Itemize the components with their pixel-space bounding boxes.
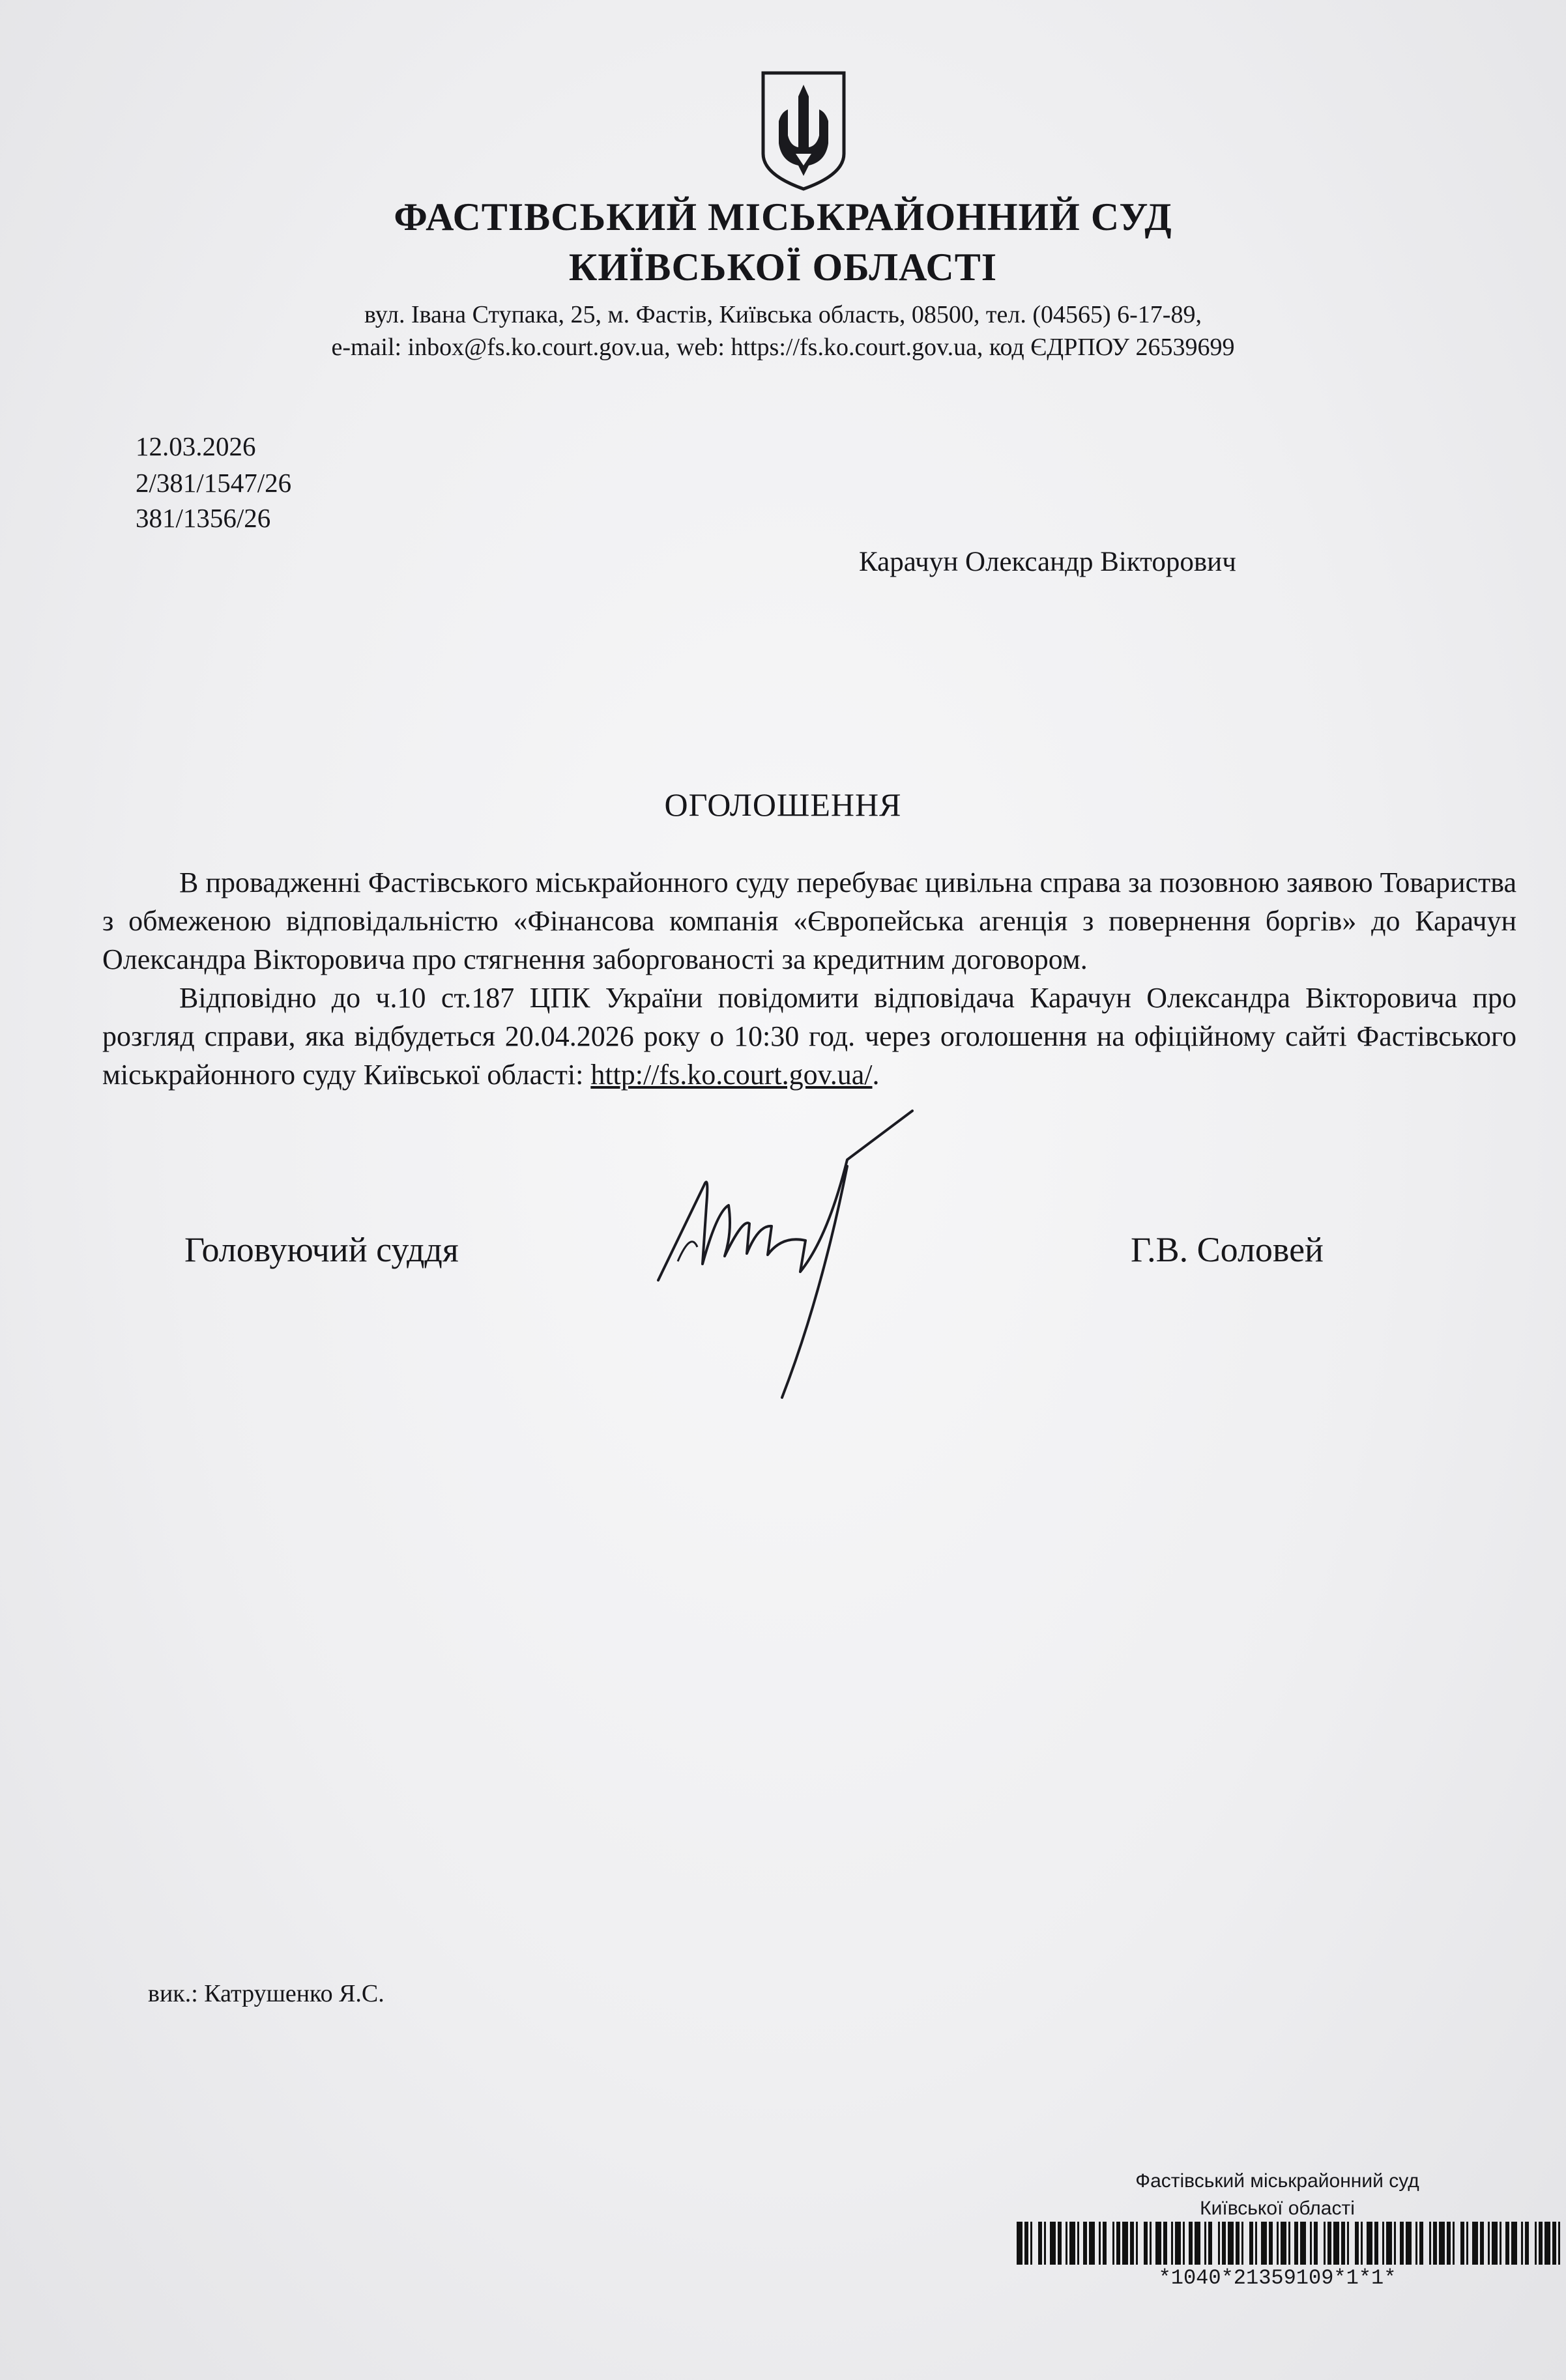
barcode-bar: [1439, 2222, 1445, 2265]
barcode-bar: [1535, 2222, 1537, 2265]
barcode-bar: [1228, 2222, 1234, 2265]
barcode-bar: [1310, 2222, 1312, 2265]
signature-position: Головуючий суддя: [184, 1230, 459, 1269]
barcode-bar: [1050, 2222, 1056, 2265]
barcode-bar: [1558, 2222, 1560, 2265]
body-paragraph-1: В провадженні Фастівського міськрайонного суду перебуває цивільна справа за позовною заявою Товариства з обмеженою відповідальністю «Фінансова компанія «Європейська агенція з повернення боргів» до Карачун Олександра Вікторовича про стягнення заборгованості за кредитним договором.: [102, 867, 1516, 975]
barcode-bar: [1314, 2222, 1318, 2265]
barcode-bar: [1069, 2222, 1075, 2265]
barcode-bar: [1386, 2222, 1392, 2265]
barcode-bar: [1255, 2222, 1257, 2265]
barcode-bar: [1333, 2222, 1339, 2265]
barcode-bar: [1300, 2222, 1306, 2265]
barcode-bar: [1525, 2222, 1529, 2265]
barcode-bar: [1544, 2222, 1550, 2265]
barcode-bar: [1241, 2222, 1243, 2265]
barcode-bar: [1341, 2222, 1345, 2265]
stamp-court-name: Фастівський міськрайонний суд: [1135, 2170, 1419, 2192]
stamp-region: Київської області: [1200, 2198, 1355, 2219]
barcode-bar: [1521, 2222, 1523, 2265]
barcode-bar: [1017, 2222, 1022, 2265]
barcode-bar: [1163, 2222, 1167, 2265]
barcode-bar: [1552, 2222, 1556, 2265]
body-paragraph-2-end: .: [872, 1059, 880, 1091]
addressee: Карачун Олександр Вікторович: [859, 547, 1236, 577]
barcode-bar: [1500, 2222, 1501, 2265]
barcode-bar: [1066, 2222, 1067, 2265]
judge-name: Г.В. Соловей: [1131, 1230, 1324, 1269]
barcode-bar: [1382, 2222, 1384, 2265]
barcode-bar: [1347, 2222, 1349, 2265]
barcode-bar: [1367, 2222, 1372, 2265]
barcode-bar: [1136, 2222, 1138, 2265]
barcode-bar: [1024, 2222, 1028, 2265]
barcode-bar: [1030, 2222, 1032, 2265]
barcode-bar: [1261, 2222, 1267, 2265]
barcode-bar: [1294, 2222, 1298, 2265]
barcode: [1017, 2222, 1566, 2265]
barcode-bar: [1269, 2222, 1273, 2265]
barcode-bar: [1112, 2222, 1114, 2265]
barcode-bar: [1447, 2222, 1451, 2265]
barcode-bar: [1419, 2222, 1423, 2265]
barcode-bar: [1394, 2222, 1396, 2265]
contact-address-line: вул. Івана Ступака, 25, м. Фастів, Київська область, 08500, тел. (04565) 6-17-89,: [364, 301, 1202, 328]
handwritten-signature-icon: [652, 1108, 964, 1407]
barcode-bar: [1122, 2222, 1128, 2265]
barcode-bar: [1488, 2222, 1490, 2265]
barcode-bar: [1480, 2222, 1484, 2265]
reference-number-2: 381/1356/26: [136, 503, 271, 533]
barcode-number: *1040*21359109*1*1*: [1158, 2266, 1397, 2290]
court-website-link[interactable]: http://fs.ko.court.gov.ua/: [590, 1059, 873, 1091]
barcode-bar: [1171, 2222, 1173, 2265]
trident-emblem-icon: [759, 70, 848, 192]
executor: вик.: Катрушенко Я.С.: [148, 1980, 384, 2007]
barcode-bar: [1083, 2222, 1087, 2265]
barcode-bar: [1433, 2222, 1437, 2265]
body-paragraph-2-text: Відповідно до ч.10 ст.187 ЦПК України повідомити відповідача Карачун Олександра Вікторовича про розгляд справи, яка відбудеться 20.04.2026 року о 10:30 год. через оголошення на офіційному сайті Фастівського міськрайонного суду Київської області:: [102, 982, 1516, 1091]
barcode-bar: [1492, 2222, 1498, 2265]
body-paragraph-2: [102, 979, 1516, 1094]
barcode-bar: [1460, 2222, 1464, 2265]
barcode-bar: [1150, 2222, 1152, 2265]
barcode-bar: [1511, 2222, 1517, 2265]
barcode-bar: [1406, 2222, 1412, 2265]
contact-email-web-line: e-mail: inbox@fs.ko.court.gov.ua, web: https://fs.ko.court.gov.ua, код ЄДРПОУ 26539699: [331, 334, 1235, 361]
barcode-bar: [1539, 2222, 1543, 2265]
barcode-bar: [1281, 2222, 1286, 2265]
barcode-bar: [1466, 2222, 1468, 2265]
barcode-bar: [1155, 2222, 1161, 2265]
barcode-bar: [1236, 2222, 1240, 2265]
barcode-bar: [1089, 2222, 1095, 2265]
reference-date: 12.03.2026: [136, 431, 256, 461]
barcode-bar: [1195, 2222, 1200, 2265]
barcode-bar: [1453, 2222, 1455, 2265]
barcode-bar: [1327, 2222, 1331, 2265]
barcode-bar: [1116, 2222, 1120, 2265]
barcode-bar: [1249, 2222, 1253, 2265]
barcode-bar: [1183, 2222, 1185, 2265]
barcode-bar: [1208, 2222, 1212, 2265]
barcode-bar: [1374, 2222, 1378, 2265]
barcode-bar: [1355, 2222, 1359, 2265]
court-name-line2: КИЇВСЬКОЇ ОБЛАСТІ: [568, 246, 998, 289]
barcode-bar: [1288, 2222, 1290, 2265]
announcement-body: [102, 863, 1516, 1094]
barcode-bar: [1472, 2222, 1478, 2265]
barcode-bar: [1400, 2222, 1404, 2265]
barcode-bar: [1144, 2222, 1148, 2265]
barcode-bar: [1038, 2222, 1042, 2265]
barcode-bar: [1277, 2222, 1279, 2265]
barcode-bar: [1505, 2222, 1509, 2265]
barcode-bar: [1324, 2222, 1326, 2265]
document-title: ОГОЛОШЕННЯ: [664, 786, 902, 823]
barcode-bar: [1204, 2222, 1206, 2265]
barcode-bar: [1099, 2222, 1101, 2265]
barcode-bar: [1077, 2222, 1079, 2265]
barcode-bar: [1361, 2222, 1363, 2265]
barcode-bar: [1218, 2222, 1220, 2265]
barcode-bar: [1429, 2222, 1431, 2265]
barcode-bar: [1044, 2222, 1046, 2265]
barcode-bar: [1058, 2222, 1062, 2265]
reference-number-1: 2/381/1547/26: [136, 468, 292, 498]
court-name-line1: ФАСТІВСЬКИЙ МІСЬКРАЙОННИЙ СУД: [394, 195, 1172, 238]
barcode-bar: [1415, 2222, 1417, 2265]
barcode-bar: [1175, 2222, 1181, 2265]
barcode-bar: [1103, 2222, 1107, 2265]
barcode-bar: [1189, 2222, 1193, 2265]
barcode-bar: [1130, 2222, 1134, 2265]
barcode-bar: [1222, 2222, 1226, 2265]
